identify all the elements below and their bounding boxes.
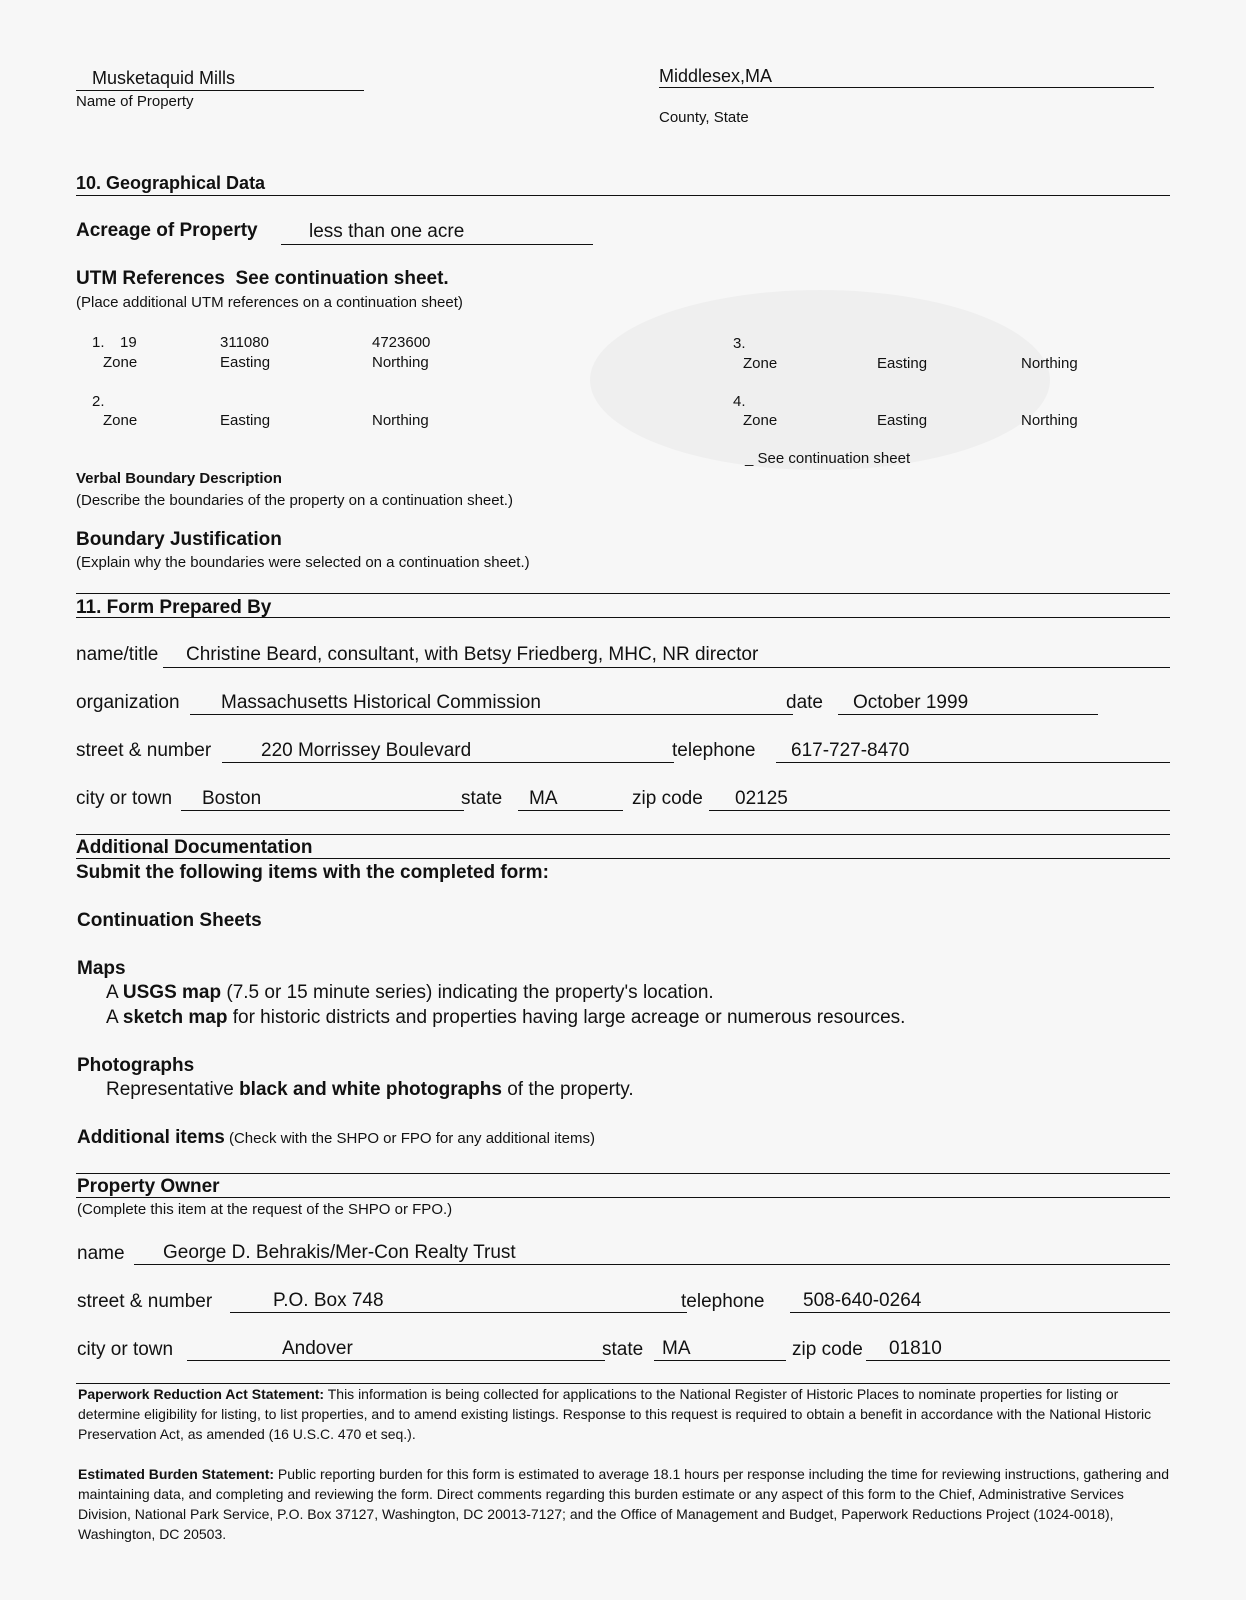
- prepared-state-value: MA: [529, 788, 558, 809]
- prepared-state-label: state: [461, 788, 503, 809]
- utm-easting-label: Easting: [220, 354, 271, 371]
- utm-ref-1-northing: 4723600: [372, 334, 431, 351]
- county-state-label: County, State: [659, 109, 749, 126]
- utm-zone-label: Zone: [103, 412, 138, 429]
- owner-phone-value: 508-640-0264: [803, 1290, 922, 1311]
- property-name-line: [76, 90, 364, 91]
- utm-ref-4-number: 4.: [733, 393, 746, 410]
- utm-ref-1-number: 1.: [92, 334, 105, 351]
- prepared-name-line: [163, 667, 1170, 668]
- boundary-justification-heading: Boundary Justification: [76, 529, 282, 550]
- owner-phone-line: [790, 1312, 1170, 1313]
- photographs-item: Representative black and white photographs of the property.: [106, 1079, 634, 1100]
- owner-city-label: city or town: [77, 1339, 174, 1360]
- owner-street-value: P.O. Box 748: [273, 1290, 384, 1311]
- utm-northing-label: Northing: [1021, 412, 1078, 429]
- utm-ref-1-zone: 19: [120, 334, 137, 351]
- maps-item-sketch: A sketch map for historic districts and properties having large acreage or numerous resources.: [106, 1007, 906, 1028]
- continuation-sheets-heading: Continuation Sheets: [77, 910, 262, 931]
- prepared-name-value: Christine Beard, consultant, with Betsy Friedberg, MHC, NR director: [186, 644, 759, 665]
- acreage-line: [281, 244, 593, 245]
- verbal-boundary-note: (Describe the boundaries of the property on a continuation sheet.): [76, 492, 513, 509]
- utm-ref-1-easting: 311080: [220, 334, 269, 351]
- additional-submit: Submit the following items with the completed form:: [76, 862, 549, 883]
- utm-northing-label: Northing: [1021, 355, 1078, 372]
- utm-northing-label: Northing: [372, 354, 429, 371]
- utm-ref-3-number: 3.: [733, 335, 746, 352]
- utm-zone-label: Zone: [103, 354, 138, 371]
- utm-easting-label: Easting: [877, 355, 928, 372]
- prepared-phone-value: 617-727-8470: [791, 740, 910, 761]
- prepared-phone-line: [776, 762, 1170, 763]
- prepared-name-label: name/title: [76, 644, 159, 665]
- owner-name-value: George D. Behrakis/Mer-Con Realty Trust: [163, 1242, 516, 1263]
- utm-easting-label: Easting: [877, 412, 928, 429]
- utm-ref-2-number: 2.: [92, 393, 105, 410]
- owner-phone-label: telephone: [681, 1291, 765, 1312]
- section-geo-rule: [76, 195, 1170, 196]
- date-label: date: [786, 692, 823, 713]
- section-prepared-heading: 11. Form Prepared By: [76, 597, 272, 618]
- acreage-value: less than one acre: [309, 221, 465, 242]
- owner-street-line: [230, 1312, 687, 1313]
- owner-street-label: street & number: [77, 1291, 213, 1312]
- additional-items: Additional items (Check with the SHPO or FPO for any additional items): [77, 1127, 595, 1148]
- prepared-street-value: 220 Morrissey Boulevard: [261, 740, 472, 761]
- organization-line: [190, 714, 793, 715]
- utm-northing-label: Northing: [372, 412, 429, 429]
- section-geo-heading: 10. Geographical Data: [76, 173, 266, 193]
- owner-zip-value: 01810: [889, 1338, 942, 1359]
- owner-zip-line: [866, 1360, 1170, 1361]
- prepared-zip-label: zip code: [632, 788, 703, 809]
- maps-item-usgs: A USGS map (7.5 or 15 minute series) indicating the property's location.: [106, 982, 714, 1003]
- prepared-phone-label: telephone: [672, 740, 756, 761]
- prepared-state-line: [518, 810, 623, 811]
- additional-heading: Additional Documentation: [76, 837, 313, 858]
- prepared-city-label: city or town: [76, 788, 173, 809]
- utm-zone-label: Zone: [743, 412, 778, 429]
- maps-heading: Maps: [77, 958, 126, 979]
- utm-easting-label: Easting: [220, 412, 271, 429]
- prepared-zip-value: 02125: [735, 788, 788, 809]
- county-state: Middlesex,MA: [659, 66, 773, 86]
- burden-statement: Estimated Burden Statement: Public reporting burden for this form is estimated to average 18.1 hours per response including the time for reviewing instructions, gathering and maintaining data, and completing and reviewing the form. Direct comments regarding this burden estimate or any aspect of this form to the Chief, Administrative Services Division, National Park Service, P.O. Box 37127, Washington, DC 20013-7127; and the Office of Management and Budget, Paperwork Reductions Project (1024-0018), Washington, DC 20503.: [78, 1466, 1169, 1542]
- owner-top-rule: [76, 1173, 1170, 1174]
- section-prepared-top-rule: [76, 593, 1170, 594]
- verbal-boundary-heading: Verbal Boundary Description: [76, 470, 282, 487]
- prepared-zip-line: [709, 810, 1170, 811]
- owner-heading: Property Owner: [77, 1176, 220, 1197]
- see-continuation-checkbox[interactable]: _ See continuation sheet: [745, 450, 911, 467]
- additional-top-rule: [76, 834, 1170, 835]
- section-prepared-rule: [76, 617, 1170, 618]
- utm-zone-label: Zone: [743, 355, 778, 372]
- utm-instruction: (Place additional UTM references on a continuation sheet): [76, 294, 463, 311]
- date-value: October 1999: [853, 692, 969, 713]
- acreage-label: Acreage of Property: [76, 220, 258, 241]
- photographs-heading: Photographs: [77, 1055, 195, 1076]
- owner-zip-label: zip code: [792, 1339, 863, 1360]
- additional-rule: [76, 858, 1170, 859]
- date-line: [838, 714, 1098, 715]
- prepared-city-value: Boston: [202, 788, 262, 809]
- owner-name-line: [134, 1264, 1170, 1265]
- owner-city-value: Andover: [282, 1338, 353, 1359]
- property-name-label: Name of Property: [76, 93, 194, 110]
- owner-note: (Complete this item at the request of the SHPO or FPO.): [77, 1201, 453, 1218]
- utm-heading: UTM References See continuation sheet.: [76, 268, 449, 289]
- county-state-line: [659, 87, 1154, 88]
- scan-smudge: [590, 290, 1050, 470]
- owner-name-label: name: [77, 1243, 125, 1264]
- owner-state-value: MA: [662, 1338, 691, 1359]
- owner-state-label: state: [602, 1339, 644, 1360]
- organization-value: Massachusetts Historical Commission: [221, 692, 541, 713]
- prepared-street-line: [222, 762, 674, 763]
- paperwork-statement: Paperwork Reduction Act Statement: This information is being collected for applications to the National Register of Historic Places to nominate properties for listing or determine eligibility for listing, to list properties, and to amend existing listings. Response to this request is required to obtain a benefit in accordance with the National Historic Preservation Act, as amended (16 U.S.C. 470 et seq.).: [78, 1386, 1152, 1442]
- owner-city-line: [187, 1360, 605, 1361]
- boundary-justification-note: (Explain why the boundaries were selected on a continuation sheet.): [76, 554, 530, 571]
- property-name: Musketaquid Mills: [92, 68, 236, 88]
- owner-state-line: [654, 1360, 786, 1361]
- owner-rule: [76, 1197, 1170, 1198]
- prepared-city-line: [181, 810, 464, 811]
- organization-label: organization: [76, 692, 180, 713]
- prepared-street-label: street & number: [76, 740, 212, 761]
